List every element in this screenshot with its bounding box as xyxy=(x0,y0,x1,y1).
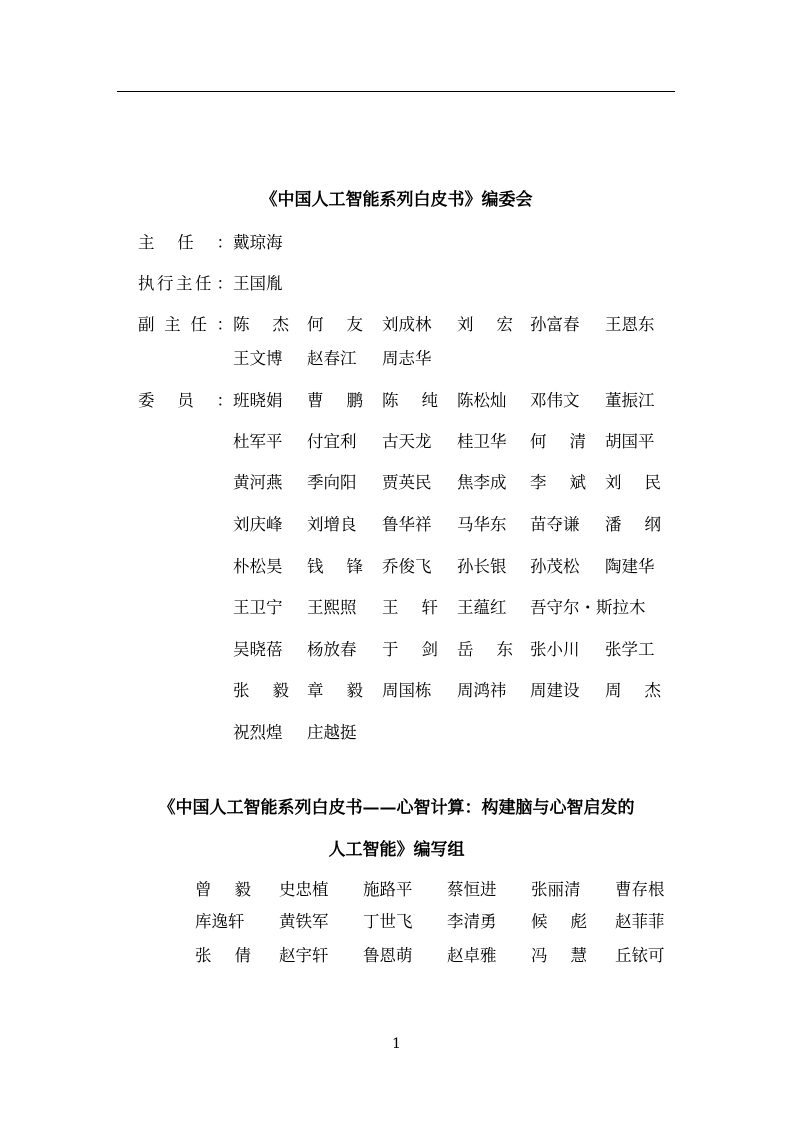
member-name: 鲁华祥 xyxy=(382,515,432,534)
member-name: 周鸿祎 xyxy=(457,681,507,700)
member-name: 刘 民 xyxy=(605,473,661,492)
member-row xyxy=(0,639,793,661)
member-name: 贾英民 xyxy=(382,473,432,492)
writer-row xyxy=(0,911,793,933)
member-name: 刘增良 xyxy=(307,515,357,534)
member-name: 邓伟文 xyxy=(530,391,580,410)
vice-director-name: 王文博 xyxy=(233,349,283,368)
writer-name: 黄铁军 xyxy=(279,912,329,931)
exec-director-name: 王国胤 xyxy=(233,274,283,293)
writer-name: 鲁恩萌 xyxy=(363,946,413,965)
member-name: 马华东 xyxy=(457,515,507,534)
director-name: 戴琼海 xyxy=(233,233,283,252)
member-row xyxy=(0,390,793,412)
member-name: 黄河燕 xyxy=(233,473,283,492)
writer-name: 蔡恒进 xyxy=(447,880,497,899)
member-name: 朴松昊 xyxy=(233,557,283,576)
vice-director-name: 周志华 xyxy=(382,349,432,368)
member-row xyxy=(0,514,793,536)
member-name: 周国栋 xyxy=(382,681,432,700)
member-name: 孙茂松 xyxy=(530,557,580,576)
member-name: 杜军平 xyxy=(233,432,283,451)
writer-name: 张 倩 xyxy=(195,946,251,965)
vice-director-name: 赵春江 xyxy=(307,349,357,368)
members-line: 委 员 ： xyxy=(138,391,233,410)
writing-group-title-line2: 人工智能》编写组 xyxy=(328,840,465,860)
member-name: 周建设 xyxy=(530,681,580,700)
member-name: 陈松灿 xyxy=(457,391,507,410)
member-row xyxy=(0,722,793,744)
member-row xyxy=(0,431,793,453)
member-name: 潘 纲 xyxy=(605,515,661,534)
writer-name: 赵宇轩 xyxy=(279,946,329,965)
member-name: 吴晓蓓 xyxy=(233,640,283,659)
writing-group-title-line1: 《中国人工智能系列白皮书——心智计算：构建脑与心智启发的 xyxy=(158,798,635,818)
member-name: 桂卫华 xyxy=(457,432,507,451)
member-name: 付宜利 xyxy=(307,432,357,451)
member-name: 王 轩 xyxy=(382,598,438,617)
member-row xyxy=(0,556,793,578)
vice-director-name: 刘 宏 xyxy=(457,315,513,334)
member-name: 孙长银 xyxy=(457,557,507,576)
member-name: 岳 东 xyxy=(457,640,513,659)
vice-director-name: 何 友 xyxy=(307,315,363,334)
vice-director-name: 王恩东 xyxy=(605,315,655,334)
member-name: 陈 纯 xyxy=(382,391,438,410)
writer-name: 李清勇 xyxy=(447,912,497,931)
member-name: 陶建华 xyxy=(605,557,655,576)
member-name: 张学工 xyxy=(605,640,655,659)
writer-name: 曹存根 xyxy=(615,880,665,899)
writer-name: 史忠植 xyxy=(279,880,329,899)
member-name: 董振江 xyxy=(605,391,655,410)
member-name: 周 杰 xyxy=(605,681,661,700)
member-name: 吾守尔・斯拉木 xyxy=(530,598,646,617)
vice-director-line: 副 主 任 ： xyxy=(138,315,233,334)
member-name: 张小川 xyxy=(530,640,580,659)
member-name: 王蕴红 xyxy=(457,598,507,617)
member-name: 何 清 xyxy=(530,432,586,451)
member-name: 张 毅 xyxy=(233,681,289,700)
writer-name: 丘铱可 xyxy=(615,946,665,965)
writer-row xyxy=(0,879,793,901)
writer-name: 赵菲菲 xyxy=(615,912,665,931)
member-name: 庄越挺 xyxy=(307,723,357,742)
member-name: 杨放春 xyxy=(307,640,357,659)
member-row xyxy=(0,680,793,702)
page-number: 1 xyxy=(392,1036,401,1052)
member-row xyxy=(0,597,793,619)
committee-title: 《中国人工智能系列白皮书》编委会 xyxy=(260,190,533,210)
writer-name: 候 彪 xyxy=(531,912,587,931)
member-name: 苗夺谦 xyxy=(530,515,580,534)
writer-name: 施路平 xyxy=(363,880,413,899)
member-name: 祝烈煌 xyxy=(233,723,283,742)
vice-director-name: 陈 杰 xyxy=(233,315,289,334)
header-rule xyxy=(117,91,675,92)
member-name: 王熙照 xyxy=(307,598,357,617)
writer-name: 张丽清 xyxy=(531,880,581,899)
writer-name: 曾 毅 xyxy=(195,880,251,899)
member-name: 胡国平 xyxy=(605,432,655,451)
member-name: 钱 锋 xyxy=(307,557,363,576)
member-name: 焦李成 xyxy=(457,473,507,492)
member-name: 乔俊飞 xyxy=(382,557,432,576)
writer-name: 丁世飞 xyxy=(363,912,413,931)
writer-row xyxy=(0,945,793,967)
vice-director-row xyxy=(0,348,793,370)
vice-director-name: 刘成林 xyxy=(382,315,432,334)
member-name: 章 毅 xyxy=(307,681,363,700)
member-name: 王卫宁 xyxy=(233,598,283,617)
member-name: 刘庆峰 xyxy=(233,515,283,534)
vice-director-name: 孙富春 xyxy=(530,315,580,334)
member-row xyxy=(0,472,793,494)
member-name: 古天龙 xyxy=(382,432,432,451)
exec-director-line: 执 行 主 任 ： 王国胤 xyxy=(138,274,283,293)
writer-name: 赵卓雅 xyxy=(447,946,497,965)
member-name: 班晓娟 xyxy=(233,391,283,410)
writer-name: 库逸轩 xyxy=(195,912,245,931)
member-name: 于 剑 xyxy=(382,640,438,659)
member-name: 曹 鹏 xyxy=(307,391,363,410)
vice-director-row xyxy=(0,314,793,336)
member-name: 李 斌 xyxy=(530,473,586,492)
director-line: 主 任 ： 戴琼海 xyxy=(138,233,283,252)
member-name: 季向阳 xyxy=(307,473,357,492)
writer-name: 冯 慧 xyxy=(531,946,587,965)
